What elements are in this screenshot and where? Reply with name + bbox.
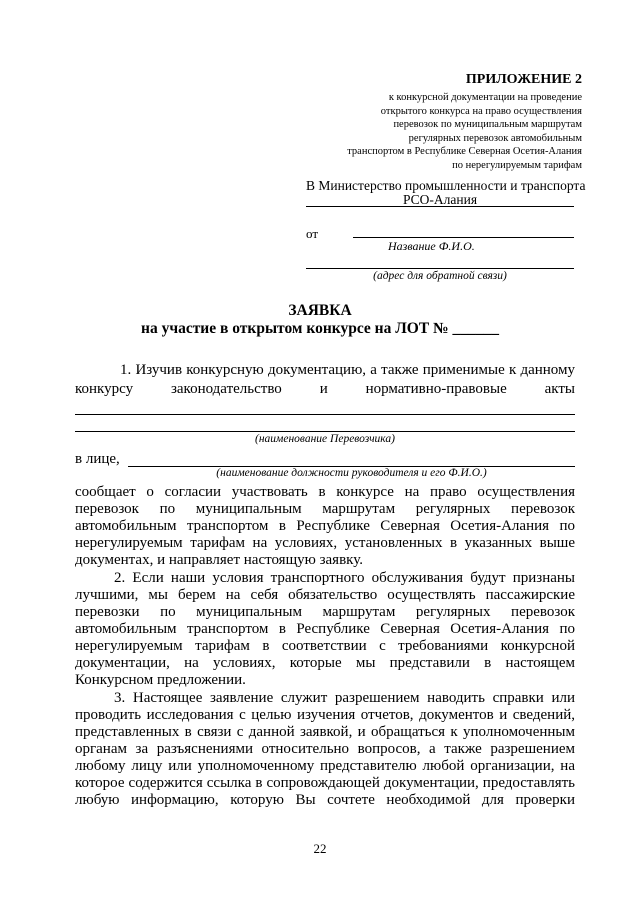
page-number: 22 — [313, 841, 327, 856]
paragraph-1-line: сообщает о согласии участвовать в конкурсе на право осуществления — [75, 484, 575, 500]
paragraph-2-line: нерегулируемым тарифам в соответствии с требованиями конкурсной — [75, 638, 575, 654]
paragraph-3-line: проводить исследования с целью изучения отчетов, документов и сведений, — [75, 707, 575, 723]
paragraph-2-line: перевозки по муниципальным маршрутам регулярных перевозок — [75, 604, 575, 620]
name-caption: Название Ф.И.О. — [388, 239, 475, 253]
paragraph-3-line: любую информацию, которую Вы сочтете необходимой для проверки — [75, 792, 575, 808]
from-fill-line[interactable] — [353, 237, 574, 238]
address-caption: (адрес для обратной связи) — [373, 270, 507, 282]
paragraph-2-line: документации, на условиях, которые мы представили в настоящем — [75, 655, 575, 671]
appendix-line: по нерегулируемым тарифам — [452, 159, 582, 171]
carrier-fill-line-1[interactable] — [75, 414, 575, 415]
appendix-line: регулярных перевозок автомобильным — [408, 132, 582, 144]
paragraph-3-line: 3. Настоящее заявление служит разрешением наводить справки или — [114, 690, 575, 706]
appendix-line: к конкурсной документации на проведение — [388, 92, 582, 103]
document-title: ЗАЯВКА — [288, 302, 352, 319]
carrier-fill-line-2[interactable] — [75, 431, 575, 432]
ministry-line-1: В Министерство промышленности и транспорта — [306, 178, 586, 193]
paragraph-2-line: лучшими, мы берем на себя обязательство осуществлять пассажирские — [75, 587, 575, 603]
appendix-line: открытого конкурса на право осуществления — [380, 105, 582, 117]
appendix-line: транспортом в Республике Северная Осетия-Алания — [347, 146, 582, 158]
in-person-label: в лице, — [75, 451, 120, 467]
paragraph-1-line: документах, и направляет настоящую заявку. — [75, 552, 363, 568]
document-subtitle: на участие в открытом конкурсе на ЛОТ № ______ — [141, 320, 499, 337]
director-caption: (наименование должности руководителя и его Ф.И.О.) — [216, 467, 487, 479]
from-label: от — [306, 226, 319, 241]
paragraph-3-line: которое содержится ссылка в сопровождающей документации, предоставлять — [75, 775, 575, 791]
ministry-line-2: РСО-Алания — [306, 193, 574, 207]
appendix-title: ПРИЛОЖЕНИЕ 2 — [465, 72, 582, 87]
paragraph-2-line: Конкурсном предложении. — [75, 672, 246, 688]
paragraph-2-line: 2. Если наши условия транспортного обслуживания будут признаны — [114, 570, 575, 586]
paragraph-1-line: конкурсу законодательство и нормативно-правовые акты — [75, 381, 575, 397]
paragraph-3-line: любому лицу или уполномоченному представителю любой организации, на — [75, 758, 575, 774]
paragraph-3-line: представленных в связи с данной заявкой, и обращаться к уполномоченным — [75, 724, 575, 740]
paragraph-2-line: автомобильным транспортом в Республике Северная Осетия-Алания по — [75, 621, 575, 637]
paragraph-1-line: перевозок по муниципальным маршрутам регулярных перевозок — [75, 501, 575, 517]
appendix-line: перевозок по муниципальным маршрутам — [393, 119, 582, 131]
carrier-caption: (наименование Перевозчика) — [255, 433, 395, 445]
paragraph-3-line: органам за разъяснениями относительно вопросов, а также разрешением — [75, 741, 575, 757]
paragraph-1-line: нерегулируемым тарифам на условиях, установленных в указанных выше — [75, 535, 575, 551]
address-fill-line[interactable] — [306, 268, 574, 269]
paragraph-1-line: 1. Изучив конкурсную документацию, а также применимые к данному — [120, 362, 575, 378]
appendix-description — [347, 91, 582, 173]
paragraph-1-line: автомобильным транспортом в Республике Северная Осетия-Алания по — [75, 518, 575, 534]
